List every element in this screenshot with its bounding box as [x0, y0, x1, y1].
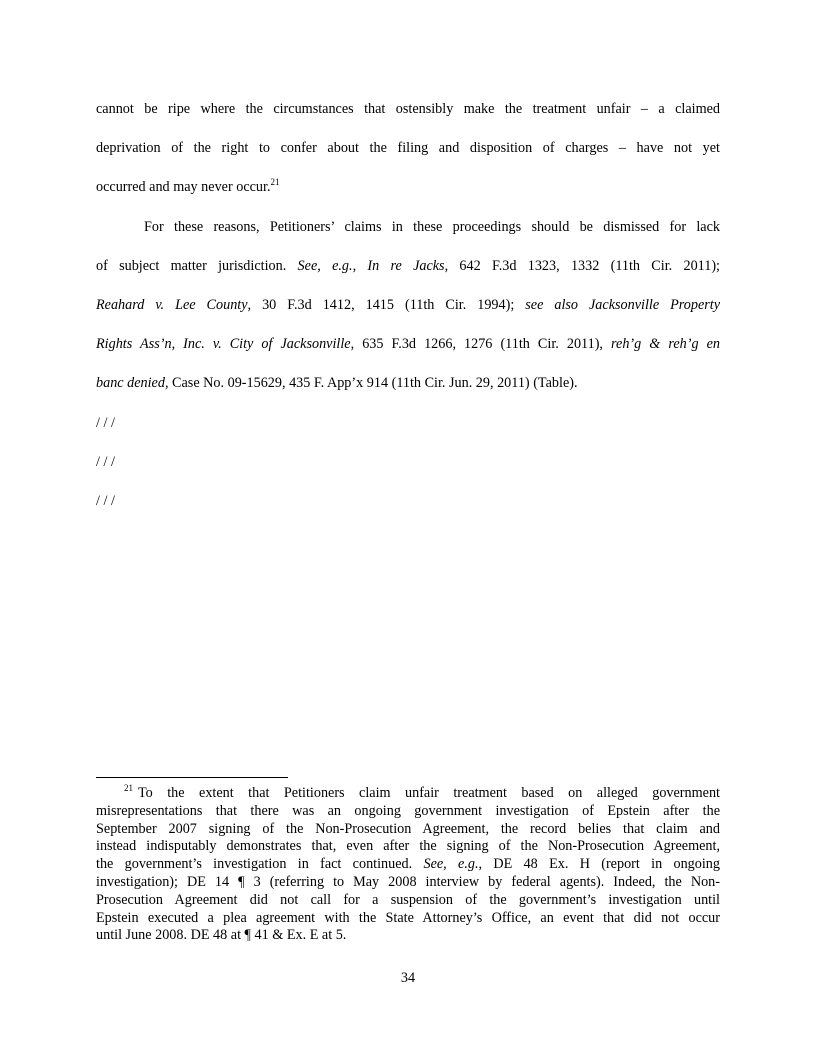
footnote-line: investigation); DE 14 ¶ 3 (referring to May 2008 interview by federal agents). Indeed, the Non-: [96, 873, 720, 890]
body-line: cannot be ripe where the circumstances that ostensibly make the treatment unfair – a claimed: [96, 101, 720, 117]
footnote-line: until June 2008. DE 48 at ¶ 41 & Ex. E at 5.: [96, 927, 347, 944]
body-line: deprivation of the right to confer about the filing and disposition of charges – have not yet: [96, 140, 720, 157]
footnote-line: misrepresentations that there was an ongoing government investigation of Epstein after the: [96, 802, 720, 819]
section-separator: / / /: [96, 492, 115, 509]
footnote-line: instead indisputably demonstrates that, even after the signing of the Non-Prosecution Agreement,: [96, 838, 720, 855]
footnote-line: Epstein executed a plea agreement with the State Attorney’s Office, an event that did not occur: [96, 909, 720, 926]
body-text: [96, 90, 720, 521]
text-run: the government’s investigation in fact continued.: [96, 856, 424, 873]
section-separator: / / /: [96, 453, 115, 470]
body-line: [96, 364, 720, 403]
footnote-line: September 2007 signing of the Non-Prosecution Agreement, the record belies that claim and: [96, 820, 720, 837]
case-name: Rights Ass’n, Inc. v. City of Jacksonville: [96, 336, 351, 353]
text-run: , 635 F.3d 1266, 1276 (11th Cir. 2011),: [350, 336, 612, 353]
body-line: [96, 247, 720, 286]
footnote-line: [96, 785, 720, 803]
body-line: For these reasons, Petitioners’ claims in these proceedings should be dismissed for lack: [144, 218, 720, 235]
text-run: ,: [352, 257, 368, 274]
citation-signal: See, e.g.: [297, 257, 353, 274]
text-run: , Case No. 09-15629, 435 F. App’x 914 (11th Cir. Jun. 29, 2011) (Table).: [164, 375, 578, 392]
page-number: 34: [400, 970, 416, 986]
footnote-number: 21: [124, 783, 133, 793]
text-run: , DE 48 Ex. H (report in ongoing: [478, 856, 720, 873]
body-line: [96, 286, 720, 325]
citation-signal: See, e.g.: [423, 856, 479, 873]
text-run: of subject matter jurisdiction.: [96, 257, 298, 274]
case-name: Reahard v. Lee County: [96, 296, 248, 313]
document-page: [96, 0, 720, 1056]
text-run: , 30 F.3d 1412, 1415 (11th Cir. 1994);: [247, 296, 526, 313]
case-history: banc denied: [96, 375, 165, 392]
footnote-line: [96, 856, 720, 874]
text-run: , 642 F.3d 1323, 1332 (11th Cir. 2011);: [444, 257, 720, 274]
case-name: In re Jacks: [367, 257, 445, 274]
body-line-text: occurred and may never occur.: [96, 179, 271, 196]
footnote-reference[interactable]: 21: [270, 177, 280, 188]
footnote-line: Prosecution Agreement did not call for a suspension of the government’s investigation until: [96, 891, 720, 908]
section-separator: / / /: [96, 414, 115, 431]
footnote: [96, 785, 720, 945]
footnote-divider: [96, 777, 288, 778]
body-line: [96, 168, 720, 207]
case-name: see also Jacksonville Property: [525, 296, 721, 313]
text-run: To the extent that Petitioners claim unfair treatment based on alleged government: [138, 785, 720, 801]
case-history: reh’g & reh’g en: [611, 336, 721, 353]
body-line: [96, 325, 720, 364]
